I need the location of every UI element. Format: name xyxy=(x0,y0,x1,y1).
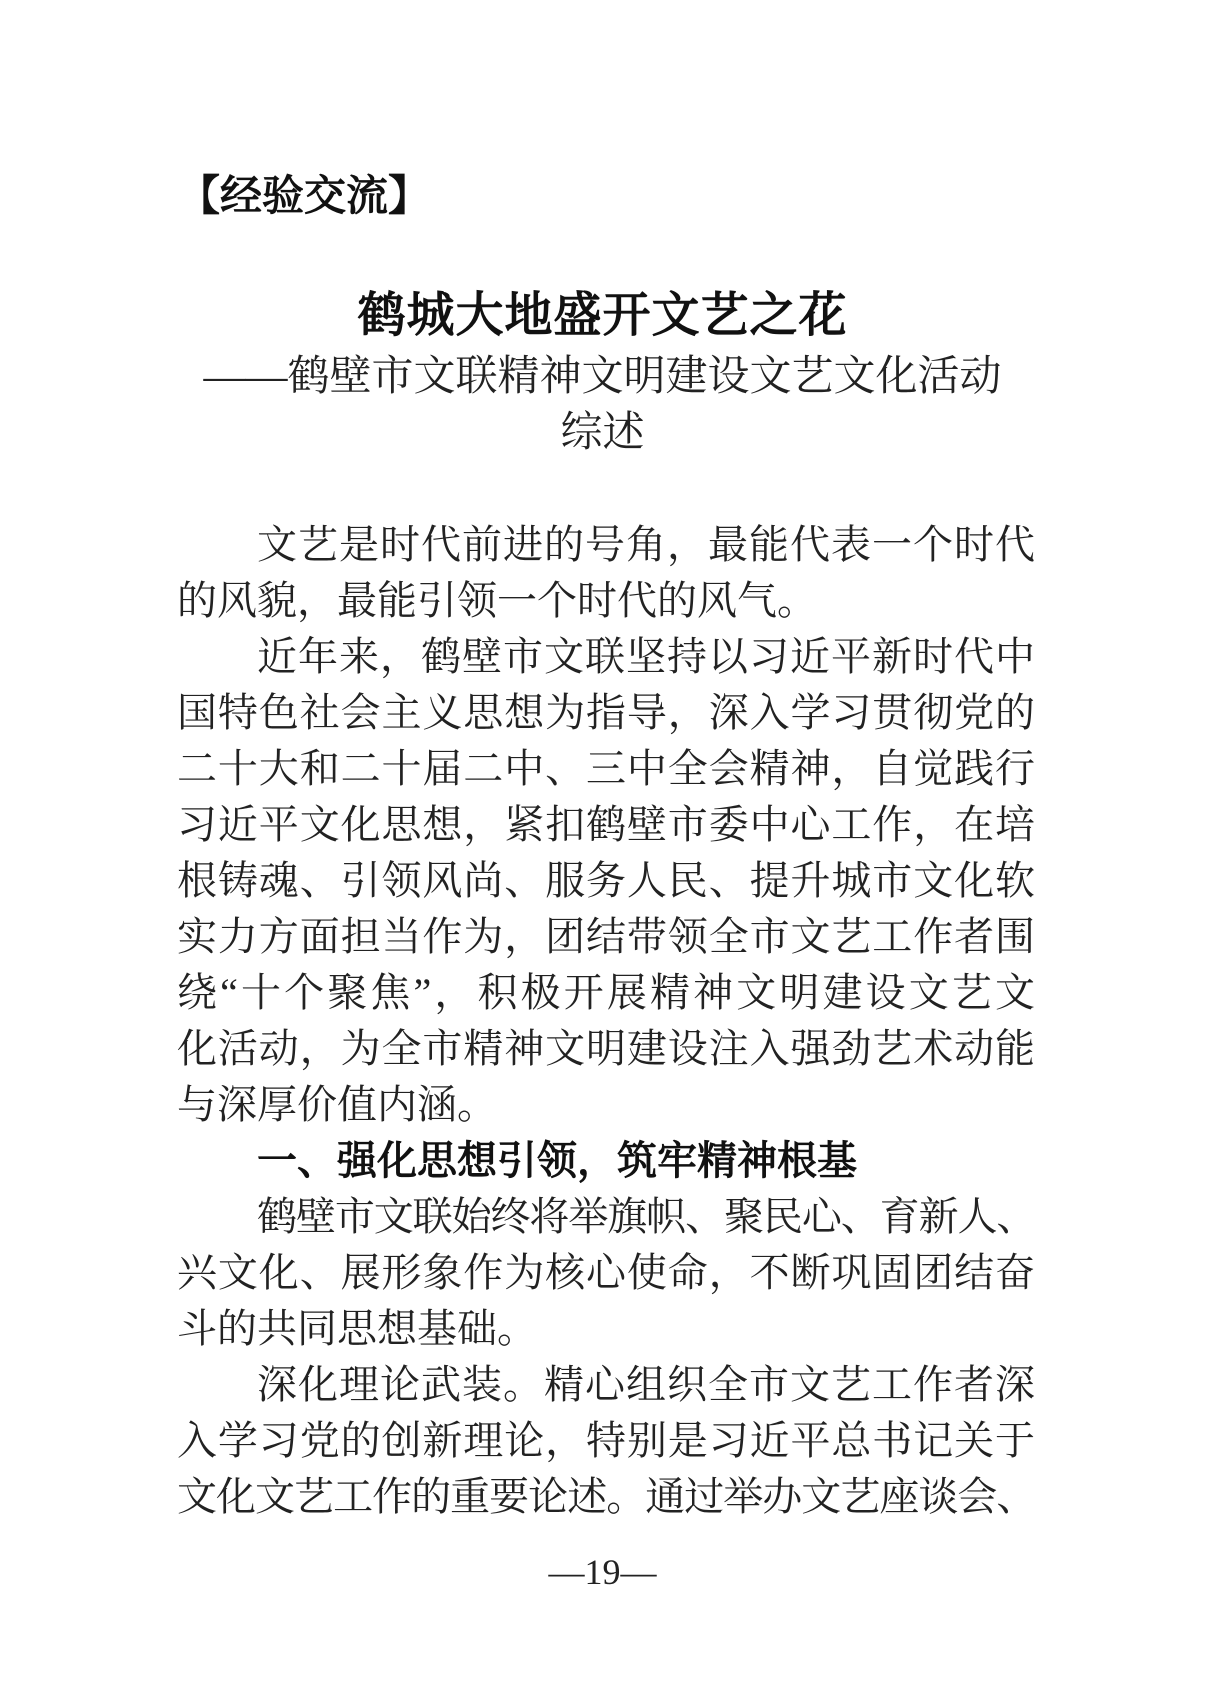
text-line: 与深厚价值内涵。 xyxy=(177,1082,497,1127)
section-heading xyxy=(177,1133,1035,1189)
article-subtitle-line2: 综述 xyxy=(560,410,645,456)
body-paragraph xyxy=(177,1189,1035,1357)
text-line: 近年来，鹤壁市文联坚持以习近平新时代中 xyxy=(257,634,1035,679)
text-line: 兴文化、展形象作为核心使命，不断巩固团结奋 xyxy=(177,1250,1035,1295)
article-subtitle-line1: ——鹤壁市文联精神文明建设文艺文化活动 xyxy=(203,354,1002,400)
article-body xyxy=(177,517,1035,1525)
text-line: 的风貌，最能引领一个时代的风气。 xyxy=(177,578,817,623)
article-title: 鹤城大地盛开文艺之花 xyxy=(357,289,848,342)
text-line: 斗的共同思想基础。 xyxy=(177,1306,537,1351)
page-number: —19— xyxy=(548,1552,657,1592)
body-paragraph xyxy=(177,517,1035,629)
text-line: 国特色社会主义思想为指导，深入学习贯彻党的 xyxy=(177,690,1035,735)
text-line: 入学习党的创新理论，特别是习近平总书记关于 xyxy=(177,1418,1035,1463)
section-label: 【经验交流】 xyxy=(178,172,431,219)
text-line: 习近平文化思想，紧扣鹤壁市委中心工作，在培 xyxy=(177,802,1035,847)
body-paragraph xyxy=(177,629,1035,1133)
text-line: 文化文艺工作的重要论述。通过举办文艺座谈会、 xyxy=(177,1474,1035,1519)
text-line: 根铸魂、引领风尚、服务人民、提升城市文化软 xyxy=(177,858,1035,903)
text-line: 绕“十个聚焦”，积极开展精神文明建设文艺文 xyxy=(177,970,1035,1015)
text-line: 鹤壁市文联始终将举旗帜、聚民心、育新人、 xyxy=(257,1194,1035,1239)
text-line: 文艺是时代前进的号角，最能代表一个时代 xyxy=(257,522,1035,567)
text-line: 一、强化思想引领，筑牢精神根基 xyxy=(257,1139,857,1183)
text-line: 化活动，为全市精神文明建设注入强劲艺术动能 xyxy=(177,1026,1035,1071)
body-paragraph xyxy=(177,1357,1035,1525)
text-line: 实力方面担当作为，团结带领全市文艺工作者围 xyxy=(177,914,1035,959)
text-line: 二十大和二十届二中、三中全会精神，自觉践行 xyxy=(177,746,1035,791)
text-line: 深化理论武装。精心组织全市文艺工作者深 xyxy=(257,1362,1035,1407)
